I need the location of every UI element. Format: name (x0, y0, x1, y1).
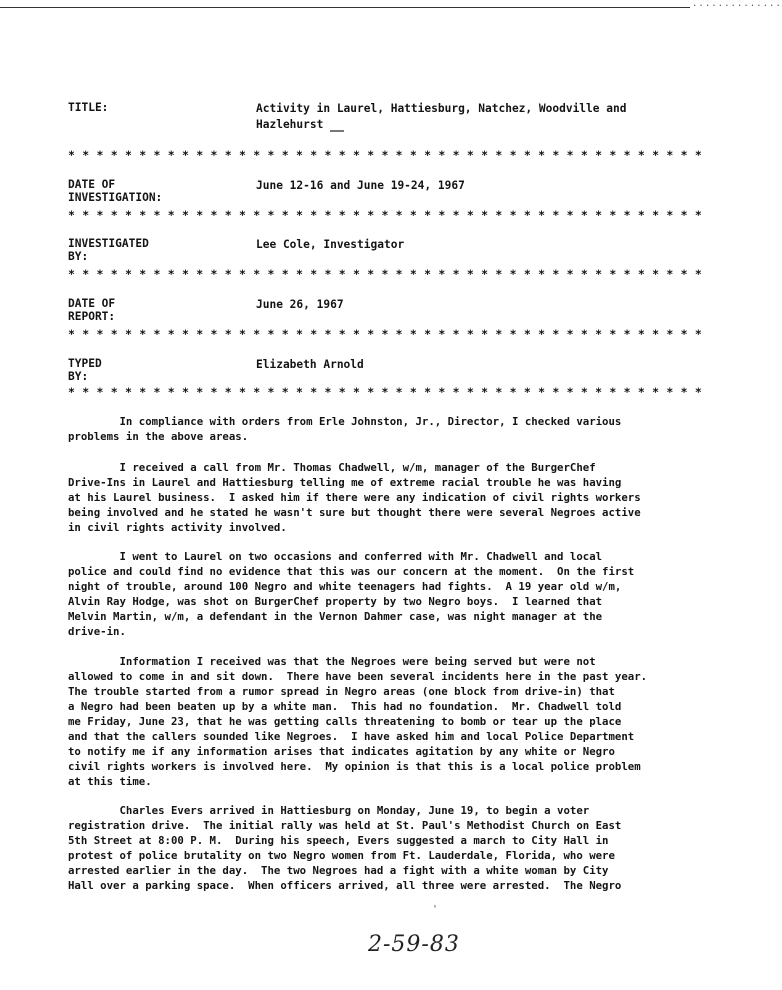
separator-2: * * * * * * * * * * * * * * * * * * * * * * * * * * * * * * * * * * * * * * * * * * * * * (68, 208, 702, 222)
investigated-by-value: Lee Cole, Investigator (256, 238, 405, 251)
paragraph-3 (68, 549, 748, 639)
separator-5: * * * * * * * * * * * * * * * * * * * * * * * * * * * * * * * * * * * * * * * * * * * * * (68, 385, 702, 399)
title-label: TITLE: (68, 101, 109, 114)
paragraph-line: Charles Evers arrived in Hattiesburg on Monday, June 19, to begin a voter (68, 804, 590, 817)
title-value (256, 101, 626, 133)
paragraph-line: arrested earlier in the day. The two Negroes had a fight with a white woman by City (68, 864, 609, 877)
paragraph-line: being involved and he stated he wasn't sure but thought there were several Negroes active (68, 506, 641, 519)
paragraph-line: police and could find no evidence that this was our concern at the moment. On the first (68, 565, 635, 578)
paragraph-line: Drive-Ins in Laurel and Hattiesburg telling me of extreme racial trouble he was having (68, 476, 622, 489)
paragraph-line: allowed to come in and sit down. There have been several incidents here in the past year. (68, 670, 648, 683)
top-rule (0, 7, 690, 8)
paragraph-line: Hall over a parking space. When officers arrived, all three were arrested. The Negro (68, 879, 622, 892)
paragraph-line: in civil rights activity involved. (68, 521, 287, 534)
paragraph-line: civil rights workers is involved here. My opinion is that this is a local police problem (68, 760, 641, 773)
typed-by-value: Elizabeth Arnold (256, 358, 364, 371)
date-of-investigation-label: DATE OF INVESTIGATION: (68, 178, 163, 204)
handwritten-document-number: 2-59-83 (368, 932, 460, 957)
stray-mark: ' (432, 904, 439, 915)
paragraph-line: Melvin Martin, w/m, a defendant in the Vernon Dahmer case, was night manager at the (68, 610, 603, 623)
paragraph-4 (68, 654, 748, 789)
date-of-report-value: June 26, 1967 (256, 298, 344, 311)
paragraph-line: 5th Street at 8:00 P. M. During his speech, Evers suggested a march to City Hall in (68, 834, 609, 847)
paragraph-line: Alvin Ray Hodge, was shot on BurgerChef property by two Negro boys. I learned that (68, 595, 603, 608)
paragraph-line: Information I received was that the Negroes were being served but were not (68, 655, 596, 668)
paragraph-line: problems in the above areas. (68, 430, 249, 443)
paragraph-line: a Negro had been beaten up by a white man. This had no foundation. Mr. Chadwell told (68, 700, 622, 713)
paragraph-line: The trouble started from a rumor spread in Negro areas (one block from drive-in) that (68, 685, 615, 698)
paragraph-2 (68, 460, 748, 535)
paragraph-line: I went to Laurel on two occasions and conferred with Mr. Chadwell and local (68, 550, 603, 563)
date-of-report-label: DATE OF REPORT: (68, 297, 116, 323)
separator-3: * * * * * * * * * * * * * * * * * * * * * * * * * * * * * * * * * * * * * * * * * * * * * (68, 267, 702, 281)
page-edge-marks: .............. (692, 0, 782, 9)
scan-artifact (330, 130, 344, 132)
paragraph-line: at his Laurel business. I asked him if there were any indication of civil rights workers (68, 491, 641, 504)
paragraph-5 (68, 803, 748, 893)
title-line-2: Hazlehurst (256, 118, 324, 131)
title-line-1: Activity in Laurel, Hattiesburg, Natchez, Woodville and (256, 102, 627, 115)
typed-by-label: TYPED BY: (68, 357, 102, 383)
paragraph-line: I received a call from Mr. Thomas Chadwell, w/m, manager of the BurgerChef (68, 461, 596, 474)
paragraph-line: protest of police brutality on two Negro women from Ft. Lauderdale, Florida, who were (68, 849, 615, 862)
paragraph-line: registration drive. The initial rally was held at St. Paul's Methodist Church on East (68, 819, 622, 832)
paragraph-line: and that the callers sounded like Negroes. I have asked him and local Police Department (68, 730, 635, 743)
separator-4: * * * * * * * * * * * * * * * * * * * * * * * * * * * * * * * * * * * * * * * * * * * * * (68, 327, 702, 341)
separator-1: * * * * * * * * * * * * * * * * * * * * * * * * * * * * * * * * * * * * * * * * * * * * * (68, 148, 702, 162)
paragraph-line: at this time. (68, 775, 152, 788)
paragraph-line: me Friday, June 23, that he was getting calls threatening to bomb or tear up the place (68, 715, 622, 728)
paragraph-line: In compliance with orders from Erle Johnston, Jr., Director, I checked various (68, 415, 622, 428)
paragraph-line: drive-in. (68, 625, 126, 638)
date-of-investigation-value: June 12-16 and June 19-24, 1967 (256, 179, 465, 192)
investigated-by-label: INVESTIGATED BY: (68, 237, 149, 263)
paragraph-line: to notify me if any information arises that indicates agitation by any white or Negro (68, 745, 615, 758)
paragraph-1 (68, 414, 748, 444)
paragraph-line: night of trouble, around 100 Negro and white teenagers had fights. A 19 year old w/m, (68, 580, 622, 593)
